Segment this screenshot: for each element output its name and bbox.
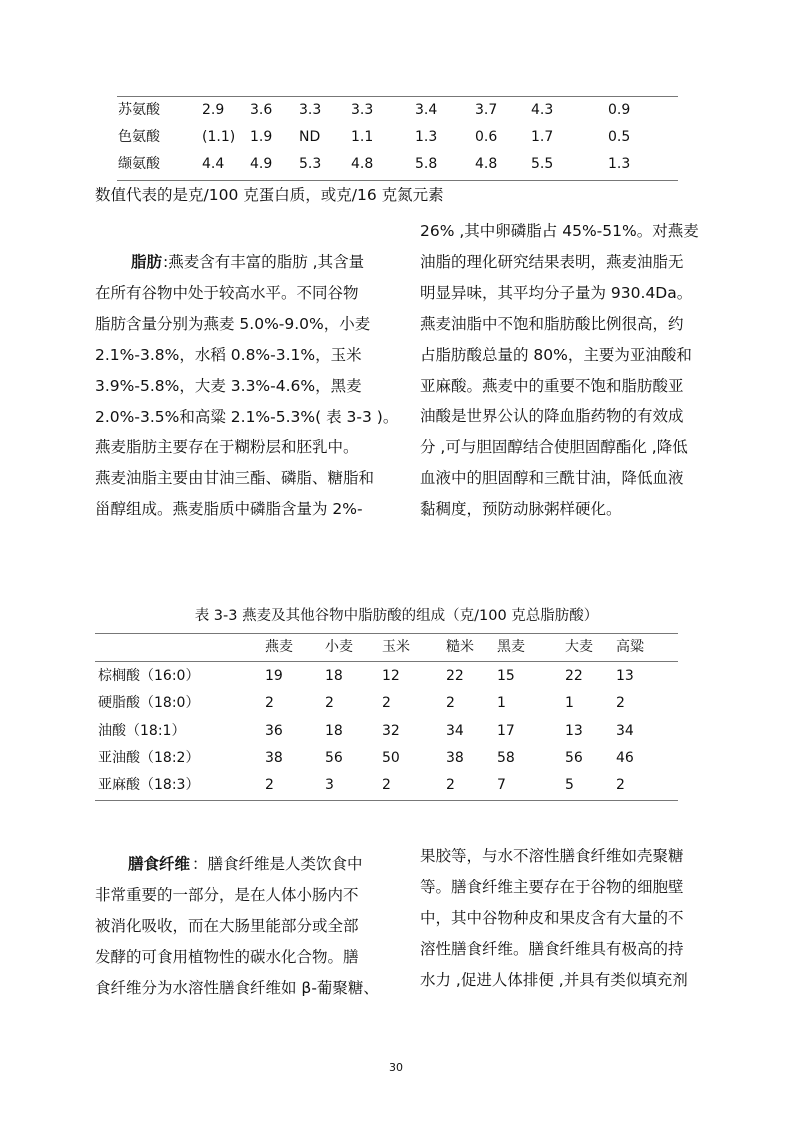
table-cell: 50: [382, 749, 400, 766]
paragraph-line: :燕麦含有丰富的脂肪 ,其含量: [163, 253, 365, 271]
table-cell: 3.6: [250, 102, 273, 118]
table-cell: 4.9: [250, 156, 273, 172]
table-cell: 38: [446, 749, 464, 766]
page-number: 30: [389, 1061, 403, 1074]
table-cell: 56: [565, 749, 583, 766]
column-header: 燕麦: [265, 639, 293, 655]
column-header: 小麦: [325, 639, 353, 655]
table-cell: 7: [497, 777, 506, 794]
row-label: 亚麻酸（18:3）: [98, 777, 200, 794]
column-header: 玉米: [382, 639, 410, 655]
table-cell: 34: [616, 722, 634, 739]
column-header: 高粱: [616, 639, 644, 655]
table-cell: 36: [265, 722, 283, 739]
table-cell: 1.1: [351, 129, 374, 145]
paragraph-line: 食纤维分为水溶性膳食纤维如 β-葡聚糖、: [95, 978, 379, 997]
table-cell: 1: [565, 695, 574, 712]
table-cell: 4.4: [202, 156, 225, 172]
table-cell: 1: [497, 695, 506, 712]
table-cell: 3.3: [351, 102, 374, 118]
table-cell: 2: [325, 695, 334, 712]
table-cell: 2.9: [202, 102, 225, 118]
table-cell: 46: [616, 749, 634, 766]
table-cell: 0.9: [608, 102, 631, 118]
table-cell: 2: [616, 777, 625, 794]
table-cell: 1.3: [608, 156, 631, 172]
row-label: 棕榈酸（16:0）: [98, 668, 200, 684]
paragraph-line: 油酸是世界公认的降血脂药物的有效成: [420, 407, 684, 426]
table-cell: 34: [446, 722, 464, 739]
table-title: 表 3-3 燕麦及其他谷物中脂肪酸的组成（克/100 克总脂肪酸）: [194, 608, 599, 624]
table-cell: 2: [382, 695, 391, 712]
table-cell: 2: [446, 777, 455, 794]
table-cell: 3.7: [475, 102, 498, 118]
paragraph-line: 燕麦油脂中不饱和脂肪酸比例很高，约: [420, 314, 684, 333]
table-cell: 15: [497, 668, 515, 684]
column-header: 大麦: [565, 639, 593, 655]
table-top-rule: [117, 96, 678, 97]
paragraph-line: 被消化吸收，而在大肠里能部分或全部: [95, 916, 359, 935]
row-label: 缬氨酸: [118, 156, 160, 172]
row-label: 油酸（18:1）: [98, 722, 186, 739]
paragraph-line: 脂肪含量分别为燕麦 5.0%-9.0%，小麦: [95, 314, 371, 333]
table-cell: 2: [265, 777, 274, 794]
paragraph-line: 3.9%-5.8%，大麦 3.3%-4.6%，黑麦: [95, 376, 362, 395]
table-note: 数值代表的是克/100 克蛋白质，或克/16 克氮元素: [95, 186, 444, 204]
table-cell: (1.1): [202, 129, 236, 145]
paragraph-line: 燕麦脂肪主要存在于糊粉层和胚乳中。: [95, 438, 359, 457]
table-cell: 0.5: [608, 129, 631, 145]
paragraph-line: 溶性膳食纤维。膳食纤维具有极高的持: [420, 939, 684, 958]
paragraph-line: 亚麻酸。燕麦中的重要不饱和脂肪酸亚: [420, 376, 684, 395]
table-cell: 2: [446, 695, 455, 712]
paragraph-line: 发酵的可食用植物性的碳水化合物。膳: [95, 947, 359, 966]
paragraph-line: 中，其中谷物种皮和果皮含有大量的不: [420, 908, 684, 927]
paragraph-line: 在所有谷物中处于较高水平。不同谷物: [95, 283, 359, 302]
table-cell: 5.8: [415, 156, 438, 172]
row-label: 色氨酸: [118, 129, 160, 145]
table-cell: 58: [497, 749, 515, 766]
paragraph-line: 水力 ,促进人体排便 ,并具有类似填充剂: [420, 970, 688, 989]
table-cell: 19: [265, 668, 283, 684]
table-cell: 4.8: [351, 156, 374, 172]
table-cell: 1.7: [531, 129, 554, 145]
table-cell: 18: [325, 722, 343, 739]
table-cell: 0.6: [475, 129, 498, 145]
table-cell: 4.8: [475, 156, 498, 172]
table-cell: 4.3: [531, 102, 554, 118]
paragraph-line: 26% ,其中卵磷脂占 45%-51%。对燕麦: [420, 222, 699, 240]
paragraph-line: 分 ,可与胆固醇结合使胆固醇酯化 ,降低: [420, 438, 688, 457]
paragraph-line: 血液中的胆固醇和三酰甘油，降低血液: [420, 469, 684, 488]
table-top-rule: [95, 633, 678, 634]
table-cell: 22: [565, 668, 583, 684]
table-cell: 2: [265, 695, 274, 712]
section-heading: 脂肪: [131, 253, 163, 271]
table-cell: 18: [325, 668, 343, 684]
table-bottom-rule: [117, 180, 678, 181]
table-cell: 3.4: [415, 102, 438, 118]
table-cell: 12: [382, 668, 400, 684]
paragraph-line: 2.0%-3.5%和高粱 2.1%-5.3%( 表 3-3 )。: [95, 407, 399, 426]
table-cell: 3.3: [299, 102, 322, 118]
table-cell: 56: [325, 749, 343, 766]
paragraph-line: 油脂的理化研究结果表明，燕麦油脂无: [420, 252, 684, 271]
table-cell: ND: [299, 129, 321, 145]
row-label: 苏氨酸: [118, 102, 160, 118]
table-cell: 1.3: [415, 129, 438, 145]
table-cell: 13: [565, 722, 583, 739]
table-cell: 2: [382, 777, 391, 794]
table-cell: 32: [382, 722, 400, 739]
table-cell: 38: [265, 749, 283, 766]
table-cell: 2: [616, 695, 625, 712]
table-cell: 1.9: [250, 129, 273, 145]
paragraph-line: 果胶等，与水不溶性膳食纤维如壳聚糖: [420, 847, 684, 865]
table-cell: 5: [565, 777, 574, 794]
section-heading: 膳食纤维: [128, 855, 191, 873]
paragraph-line: 非常重要的一部分，是在人体小肠内不: [95, 885, 359, 904]
paragraph-line: 等。膳食纤维主要存在于谷物的细胞壁: [420, 877, 684, 896]
table-cell: 13: [616, 668, 634, 684]
table-cell: 3: [325, 777, 334, 794]
paragraph-line: 黏稠度，预防动脉粥样硬化。: [420, 500, 622, 519]
table-cell: 22: [446, 668, 464, 684]
row-label: 硬脂酸（18:0）: [98, 695, 200, 712]
table-header-rule: [95, 661, 678, 662]
paragraph-line: ：膳食纤维是人类饮食中: [192, 855, 363, 873]
table-cell: 17: [497, 722, 515, 739]
row-label: 亚油酸（18:2）: [98, 749, 200, 766]
paragraph-line: 2.1%-3.8%，水稻 0.8%-3.1%，玉米: [95, 345, 362, 364]
column-header: 糙米: [446, 639, 474, 655]
paragraph-line: 明显异味，其平均分子量为 930.4Da。: [420, 283, 693, 302]
table-cell: 5.3: [299, 156, 322, 172]
paragraph-line: 占脂肪酸总量的 80%，主要为亚油酸和: [420, 345, 692, 364]
column-header: 黑麦: [497, 639, 525, 655]
paragraph-line: 甾醇组成。燕麦脂质中磷脂含量为 2%-: [95, 500, 363, 519]
table-bottom-rule: [95, 800, 678, 801]
paragraph-line: 燕麦油脂主要由甘油三酯、磷脂、糖脂和: [95, 469, 375, 488]
table-cell: 5.5: [531, 156, 554, 172]
